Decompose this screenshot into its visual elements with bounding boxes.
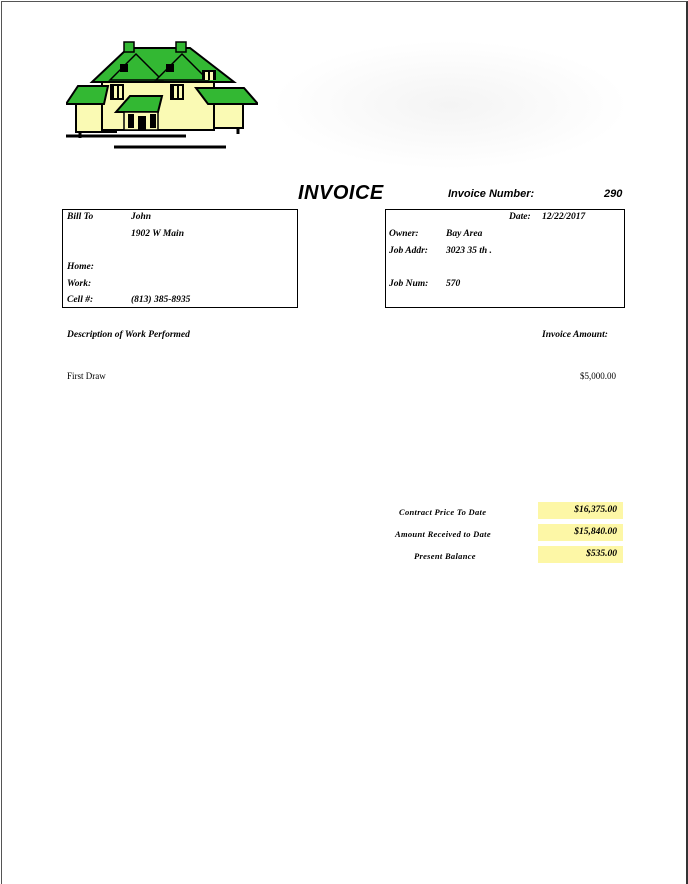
job-info-box	[385, 209, 625, 308]
cell-phone-label: Cell #:	[67, 295, 94, 305]
house-logo	[66, 40, 258, 152]
line-item-amount: $5,000.00	[580, 371, 616, 381]
cell-phone-value: (813) 385-8935	[131, 295, 191, 305]
description-header: Description of Work Performed	[67, 330, 190, 340]
work-phone-label: Work:	[67, 279, 92, 289]
invoice-number: 290	[604, 188, 623, 200]
owner-value: Bay Area	[446, 229, 483, 239]
bill-to-name: John	[131, 212, 152, 222]
bill-to-address: 1902 W Main	[131, 229, 184, 239]
contract-price-value: $16,375.00	[574, 505, 617, 515]
present-balance-cell	[538, 546, 623, 563]
present-balance-value: $535.00	[586, 549, 617, 559]
invoice-title: INVOICE	[298, 182, 384, 204]
job-addr-label: Job Addr:	[389, 246, 428, 256]
date-value: 12/22/2017	[542, 212, 586, 222]
amount-received-value: $15,840.00	[574, 527, 617, 537]
contract-price-label: Contract Price To Date	[399, 507, 487, 517]
amount-received-label: Amount Received to Date	[395, 529, 491, 539]
home-phone-label: Home:	[67, 262, 94, 272]
job-num-label: Job Num:	[389, 279, 429, 289]
job-addr-value: 3023 35 th .	[446, 246, 492, 256]
company-header-blurred	[270, 40, 630, 170]
job-num-value: 570	[446, 279, 461, 289]
date-label: Date:	[509, 212, 531, 222]
bill-to-box	[62, 209, 298, 308]
bill-to-label: Bill To	[67, 212, 94, 222]
present-balance-label: Present Balance	[414, 551, 476, 561]
owner-label: Owner:	[389, 229, 419, 239]
amount-header: Invoice Amount:	[542, 330, 608, 340]
contract-price-cell	[538, 502, 623, 519]
invoice-number-label: Invoice Number:	[448, 188, 535, 200]
amount-received-cell	[538, 524, 623, 541]
line-item-description: First Draw	[67, 371, 106, 381]
